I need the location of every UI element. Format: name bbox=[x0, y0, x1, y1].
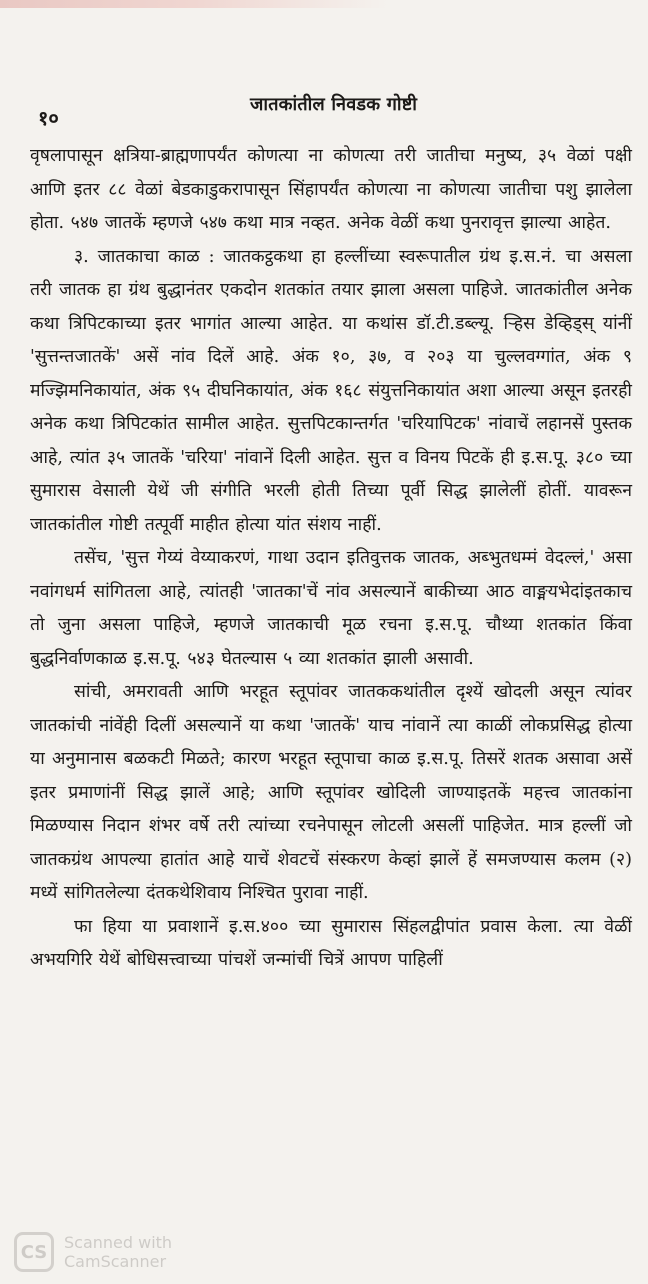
running-title: जातकांतील निवडक गोष्टी bbox=[250, 94, 418, 115]
page-number: १० bbox=[38, 106, 59, 130]
paragraph-stupa-carvings: सांची, अमरावती आणि भरहूत स्तूपांवर जातककथांतील दृश्यें खोदली असून त्यांवर जातकांची नांवेंही दिलीं असल्यानें या कथा 'जातकें' याच नांवानें त्या काळीं लोकप्रसिद्ध होत्या या अनुमानास बळकटी मिळते; कारण भरहूत स्तूपाचा काळ इ.स.पू. तिसरें शतक असावा असें इतर प्रमाणांनीं सिद्ध झालें आहे; आणि स्तूपांवर खोदिली जाण्याइतकें महत्त्व जातकांना मिळण्यास निदान शंभर वर्षे तरी त्यांच्या रचनेपासून लोटली असलीं पाहिजेत. मात्र हल्लीं जो जातकग्रंथ आपल्या हातांत आहे याचें शेवटचें संस्करण केव्हां झालें हें समजण्यास कलम (२) मध्यें सांगितलेल्या दंतकथेशिवाय निश्चित पुरावा नाहीं. bbox=[30, 682, 632, 903]
watermark-line-2: CamScanner bbox=[64, 1252, 167, 1271]
paragraph-continuation: वृषलापासून क्षत्रिया-ब्राह्मणापर्यंत कोणत्या ना कोणत्या तरी जातीचा मनुष्य, ३५ वेळां पक्षी आणि इतर ८८ वेळां बेडकाडुकरापासून सिंहापर्यंत कोणत्या ना कोणत्या जातीचा पशु झालेला होता. ५४७ जातकें म्हणजे ५४७ कथा मात्र नव्हत. अनेक वेळीं कथा पुनरावृत्त झाल्या आहेत. bbox=[30, 146, 632, 233]
page-header bbox=[38, 92, 628, 132]
watermark-line-1: Scanned with bbox=[64, 1233, 173, 1252]
paragraph-navanga-dharma: तसेंच, 'सुत्त गेय्यं वेय्याकरणं, गाथा उदान इतिवुत्तक जातक, अब्भुतधम्मं वेदल्लं,' असा नवांगधर्म सांगितला आहे, त्यांतही 'जातका'चें नांव असल्यानें बाकीच्या आठ वाङ्मयभेदांइतकाच तो जुना असला पाहिजे, म्हणजे जातकाची मूळ रचना इ.स.पू. चौथ्या शतकांत किंवा बुद्धनिर्वाणकाळ इ.स.पू. ५४३ घेतल्यास ५ व्या शतकांत झाली असावी. bbox=[30, 548, 632, 669]
scanner-watermark bbox=[14, 1230, 172, 1274]
watermark-text bbox=[64, 1233, 172, 1271]
paragraph-jataka-period: ३. जातकाचा काळ : जातकट्ठकथा हा हल्लींच्या स्वरूपातील ग्रंथ इ.स.नं. चा असला तरी जातक हा ग्रंथ बुद्धानंतर एकदोन शतकांत तयार झाला असला पाहिजे. जातकांतील अनेक कथा त्रिपिटकाच्या इतर भागांत आल्या आहेत. या कथांस डॉ.टी.डब्ल्यू. ऱ्हिस डेव्हिड्स् यांनीं 'सुत्तन्तजातकें' असें नांव दिलें आहे. अंक १०, ३७, व २०३ या चुल्लवग्गांत, अंक ९ मज्झिमनिकायांत, अंक ९५ दीघनिकायांत, अंक १६८ संयुत्तनिकायांत अशा आल्या असून इतरही अनेक कथा त्रिपिटकांत सामील आहेत. सुत्तपिटकान्तर्गत 'चरियापिटक' नांवाचें लहानसें पुस्तक आहे, त्यांत ३५ जातकें 'चरिया' नांवानें दिली आहेत. सुत्त व विनय पिटकें ही इ.स.पू. ३८० च्या सुमारास वेसाली येथें जी संगीति भरली होती तिच्या पूर्वी सिद्ध झालेलीं होतीं. यावरून जातकांतील गोष्टी तत्पूर्वी माहीत होत्या यांत संशय नाहीं. bbox=[30, 246, 632, 535]
camscanner-logo-icon: CS bbox=[14, 1232, 54, 1272]
body-text bbox=[30, 140, 632, 978]
paragraph-fa-hien: फा हिया या प्रवाशानें इ.स.४०० च्या सुमारास सिंहलद्वीपांत प्रवास केला. त्या वेळीं अभयगिरि येथें बोधिसत्त्वाच्या पांचशें जन्मांचीं चित्रें आपण पाहिलीं bbox=[30, 916, 632, 970]
